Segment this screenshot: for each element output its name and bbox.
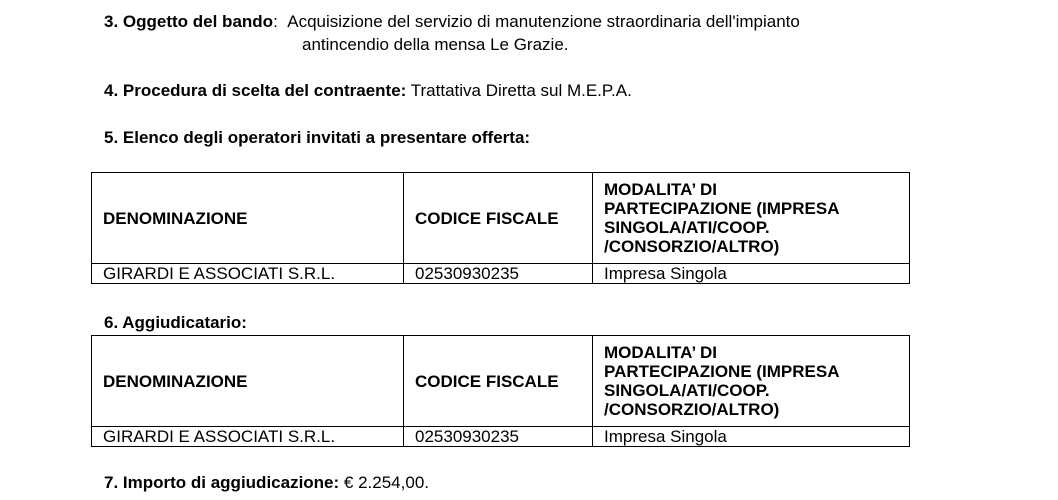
section-3-text-line-1: Acquisizione del servizio di manutenzione straordinaria dell'impianto [287,12,800,31]
section-3-text-line-2: antincendio della mensa Le Grazie. [302,35,569,54]
header-modalita-line-2: PARTECIPAZIONE (IMPRESA [604,199,840,218]
cell-modalita: Impresa Singola [593,264,910,284]
header-codice-fiscale: CODICE FISCALE [404,336,593,427]
header-denominazione: DENOMINAZIONE [92,173,404,264]
section-7-label: 7. Importo di aggiudicazione: [104,473,340,492]
cell-denominazione: GIRARDI E ASSOCIATI S.R.L. [92,427,404,447]
header-modalita-line-2: PARTECIPAZIONE (IMPRESA [604,362,840,381]
winner-table [91,335,910,447]
header-modalita-line-3: SINGOLA/ATI/COOP. [604,218,770,237]
table-header-row [92,336,910,427]
section-4-text: Trattativa Diretta sul M.E.P.A. [410,81,632,100]
invited-operators-table [91,172,910,284]
section-5-label: 5. Elenco degli operatori invitati a presentare offerta: [104,128,531,147]
table-row [92,264,910,284]
cell-modalita: Impresa Singola [593,427,910,447]
table-header-row [92,173,910,264]
header-modalita-line-4: /CONSORZIO/ALTRO) [604,400,780,419]
cell-codice-fiscale: 02530930235 [404,264,593,284]
section-3-label: 3. Oggetto del bando [104,12,274,31]
section-7-amount: € 2.254,00. [343,473,429,492]
section-4-label: 4. Procedura di scelta del contraente: [104,81,407,100]
section-3-line-1 [104,12,800,32]
header-modalita-line-3: SINGOLA/ATI/COOP. [604,381,770,400]
header-modalita-line-1: MODALITA’ DI [604,343,718,362]
header-codice-fiscale: CODICE FISCALE [404,173,593,264]
header-modalita-line-1: MODALITA’ DI [604,180,718,199]
header-modalita [593,173,910,264]
section-7-line [104,473,429,493]
header-modalita [593,336,910,427]
cell-codice-fiscale: 02530930235 [404,427,593,447]
section-3-separator: : [273,12,278,31]
section-4-line [104,81,632,101]
header-modalita-line-4: /CONSORZIO/ALTRO) [604,237,780,256]
table-row [92,427,910,447]
section-6-label: 6. Aggiudicatario: [104,313,247,332]
header-denominazione: DENOMINAZIONE [92,336,404,427]
cell-denominazione: GIRARDI E ASSOCIATI S.R.L. [92,264,404,284]
